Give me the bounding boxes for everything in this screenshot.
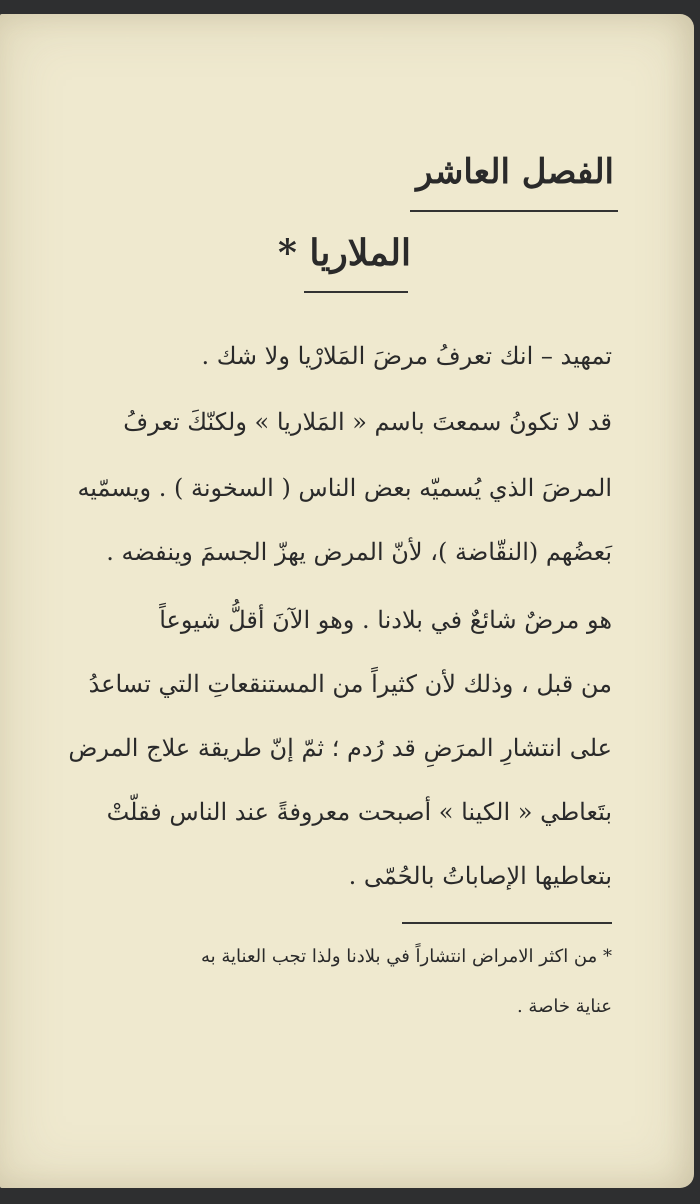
paragraph-line: بَعضُهم (النقّاضة )، لأنّ المرض يهزّ الجسمَ وينفضه .: [106, 538, 612, 566]
paragraph-line: من قبل ، وذلك لأن كثيراً من المستنقعاتِ التي تساعدُ: [88, 670, 612, 698]
paragraph-line: بتعاطيها الإصاباتُ بالحُمّى .: [348, 862, 612, 890]
footnote-line: * من اكثر الامراض انتشاراً في بلادنا ولذا تجب العناية به: [201, 946, 612, 967]
title-underline: [304, 291, 408, 293]
footnote-line: عناية خاصة .: [516, 996, 612, 1017]
paragraph-line: هو مرضٌ شائعٌ في بلادنا . وهو الآنَ أقلُّ شيوعاً: [159, 606, 612, 634]
book-page: [0, 14, 694, 1188]
paragraph-line: المرضَ الذي يُسميّه بعض الناس ( السخونة ) . ويسمّيه: [77, 474, 612, 502]
chapter-underline: [410, 210, 618, 212]
footnote-divider: [402, 922, 612, 924]
paragraph-line: على انتشارِ المرَضِ قد رُدم ؛ ثمّ إنّ طريقة علاج المرض: [68, 734, 612, 762]
paragraph-line: تمهيد – انك تعرفُ مرضَ المَلارْيا ولا شك .: [201, 342, 612, 370]
page-title: الملاريا *: [278, 232, 411, 274]
chapter-heading: الفصل العاشر: [416, 152, 614, 192]
paragraph-line: بتَعاطي « الكينا » أصبحت معروفةً عند الناس فقلّتْ: [106, 798, 612, 826]
paragraph-line: قد لا تكونُ سمعتَ باسم « المَلاريا » ولكنّكَ تعرفُ: [123, 408, 612, 436]
